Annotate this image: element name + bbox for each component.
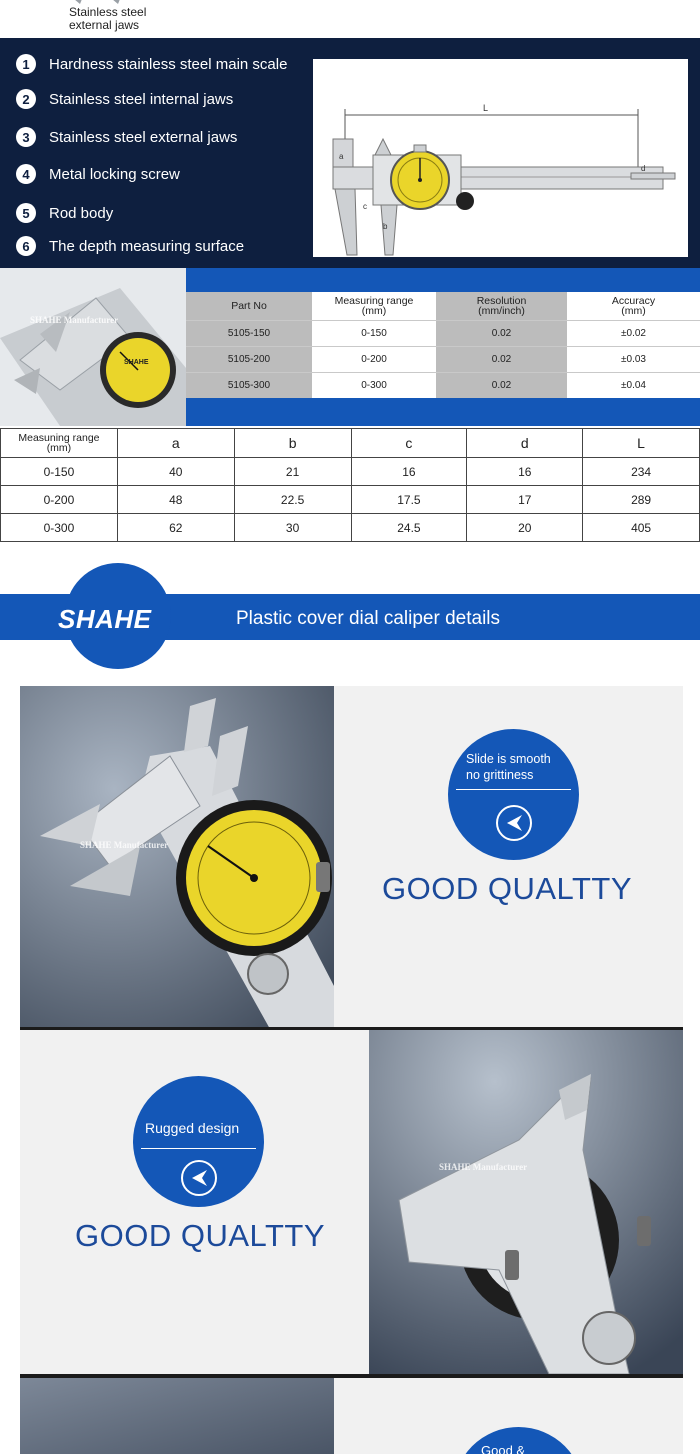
table-cell: 40 <box>117 458 234 486</box>
spec-section <box>0 268 700 428</box>
table-cell: 24.5 <box>351 514 467 542</box>
dim-label-b: b <box>383 222 388 231</box>
table-cell: 405 <box>583 514 700 542</box>
caliper-photo-icon <box>0 268 186 426</box>
banner-title: Plastic cover dial caliper details <box>236 608 501 629</box>
table-cell: ±0.04 <box>567 372 700 398</box>
dim-label-c: c <box>363 202 367 211</box>
dim-header-c: c <box>351 429 467 458</box>
feature-number-badge: 1 <box>16 54 36 74</box>
table-cell: 48 <box>117 486 234 514</box>
back-arrow-icon <box>496 805 532 841</box>
watermark-text: SHAHE Manufacturer <box>30 315 119 325</box>
dim-label-d: d <box>641 164 646 173</box>
table-cell: 0.02 <box>436 346 567 372</box>
table-cell: 5105-300 <box>186 372 312 398</box>
feature-circle-divider <box>141 1148 256 1149</box>
table-cell: 16 <box>467 458 583 486</box>
external-jaws-caption: Stainless steel external jaws <box>69 5 147 32</box>
feature-circle-good <box>453 1427 584 1454</box>
table-cell: 5105-150 <box>186 320 312 346</box>
table-cell: 0-200 <box>312 346 436 372</box>
feature-number-badge: 4 <box>16 164 36 184</box>
table-cell: 62 <box>117 514 234 542</box>
table-cell: 0-300 <box>312 372 436 398</box>
spec-table <box>186 292 700 399</box>
dim-header-L: L <box>583 429 700 458</box>
feature-label: Stainless steel external jaws <box>49 128 238 146</box>
table-cell: 234 <box>583 458 700 486</box>
dim-label-a: a <box>339 152 344 161</box>
caliper-thumbnail <box>0 268 186 426</box>
caliper-dial-photo-icon <box>20 686 334 1029</box>
feature-label: Rod body <box>49 204 114 222</box>
dimension-section <box>0 428 700 542</box>
feature-number-badge: 6 <box>16 236 36 256</box>
table-row <box>186 320 700 346</box>
table-cell: 21 <box>234 458 351 486</box>
caliper-diagram-icon <box>313 59 688 257</box>
caliper-body-photo <box>369 1030 683 1374</box>
spec-blue-bar-bottom <box>186 398 700 426</box>
dim-header-b: b <box>234 429 351 458</box>
table-row <box>1 514 700 542</box>
table-cell: 20 <box>467 514 583 542</box>
dimension-table <box>0 428 700 542</box>
detail-panel-1 <box>20 686 683 1029</box>
feature-number-badge: 5 <box>16 203 36 223</box>
caliper-photo-3 <box>20 1378 334 1454</box>
dim-header-range: Measuning range (mm) <box>1 429 118 458</box>
table-cell: 16 <box>351 458 467 486</box>
feature-circle-smooth <box>448 729 579 860</box>
detail-panel-2 <box>20 1030 683 1374</box>
features-section <box>0 38 700 268</box>
feature-circle-text: Rugged design <box>145 1120 240 1136</box>
detail-text-side-3 <box>334 1378 683 1454</box>
feature-item-3 <box>16 126 237 148</box>
brand-logo: SHAHE <box>58 604 152 634</box>
table-cell: 17 <box>467 486 583 514</box>
spec-table-header-row <box>186 292 700 320</box>
feature-item-6 <box>16 235 244 257</box>
feature-circle-divider <box>456 789 571 790</box>
feature-label: Hardness stainless steel main scale <box>49 55 288 73</box>
spec-header-range: Measuring range (mm) <box>312 292 436 320</box>
feature-number-badge: 2 <box>16 89 36 109</box>
spec-blue-bar-top <box>186 268 700 292</box>
table-cell: 0-200 <box>1 486 118 514</box>
table-cell: ±0.02 <box>567 320 700 346</box>
feature-item-4 <box>16 163 180 185</box>
good-quality-headline: GOOD QUALTTY <box>382 871 633 906</box>
detail-panel-3 <box>20 1378 683 1454</box>
feature-number-badge: 3 <box>16 127 36 147</box>
table-cell: 0-300 <box>1 514 118 542</box>
feature-item-2 <box>16 88 233 110</box>
watermark-text: SHAHE Manufacturer <box>80 840 169 850</box>
table-cell: 0-150 <box>312 320 436 346</box>
table-row <box>1 486 700 514</box>
dim-header-a: a <box>117 429 234 458</box>
caliper-body-photo-icon <box>369 1030 683 1374</box>
caliper-photo-3-icon <box>20 1378 334 1454</box>
table-cell: 289 <box>583 486 700 514</box>
table-cell: 0-150 <box>1 458 118 486</box>
table-cell: ±0.03 <box>567 346 700 372</box>
dim-header-d: d <box>467 429 583 458</box>
table-cell: 17.5 <box>351 486 467 514</box>
table-cell: 0.02 <box>436 320 567 346</box>
table-cell: 22.5 <box>234 486 351 514</box>
dial-brand-text: SHAHE <box>124 359 149 366</box>
feature-label: Stainless steel internal jaws <box>49 90 234 108</box>
feature-circle-text: Slide is smooth no grittiness <box>466 752 551 782</box>
feature-circle-text: Good & <box>481 1443 526 1454</box>
good-quality-headline: GOOD QUALTTY <box>75 1218 326 1253</box>
top-caption <box>0 0 700 38</box>
spec-header-accuracy: Accuracy (mm) <box>567 292 700 320</box>
back-arrow-icon <box>181 1160 217 1196</box>
feature-item-1 <box>16 53 287 75</box>
feature-label: Metal locking screw <box>49 165 180 183</box>
table-row <box>186 346 700 372</box>
table-cell: 0.02 <box>436 372 567 398</box>
spec-header-part-no: Part No <box>186 292 312 320</box>
table-row <box>1 458 700 486</box>
watermark-text: SHAHE Manufacturer <box>439 1162 528 1172</box>
dimension-table-header-row <box>1 429 700 458</box>
detail-text-side-2 <box>20 1030 369 1374</box>
table-cell: 30 <box>234 514 351 542</box>
caliper-dial-photo <box>20 686 334 1029</box>
feature-circle-rugged <box>133 1076 264 1207</box>
caliper-dimension-diagram <box>313 59 688 257</box>
feature-label: The depth measuring surface <box>49 237 245 255</box>
dim-label-L: L <box>483 103 489 113</box>
feature-item-5 <box>16 202 113 224</box>
detail-text-side-1 <box>334 686 683 1029</box>
table-row <box>186 372 700 398</box>
table-cell: 5105-200 <box>186 346 312 372</box>
spec-header-resolution: Resolution (mm/inch) <box>436 292 567 320</box>
